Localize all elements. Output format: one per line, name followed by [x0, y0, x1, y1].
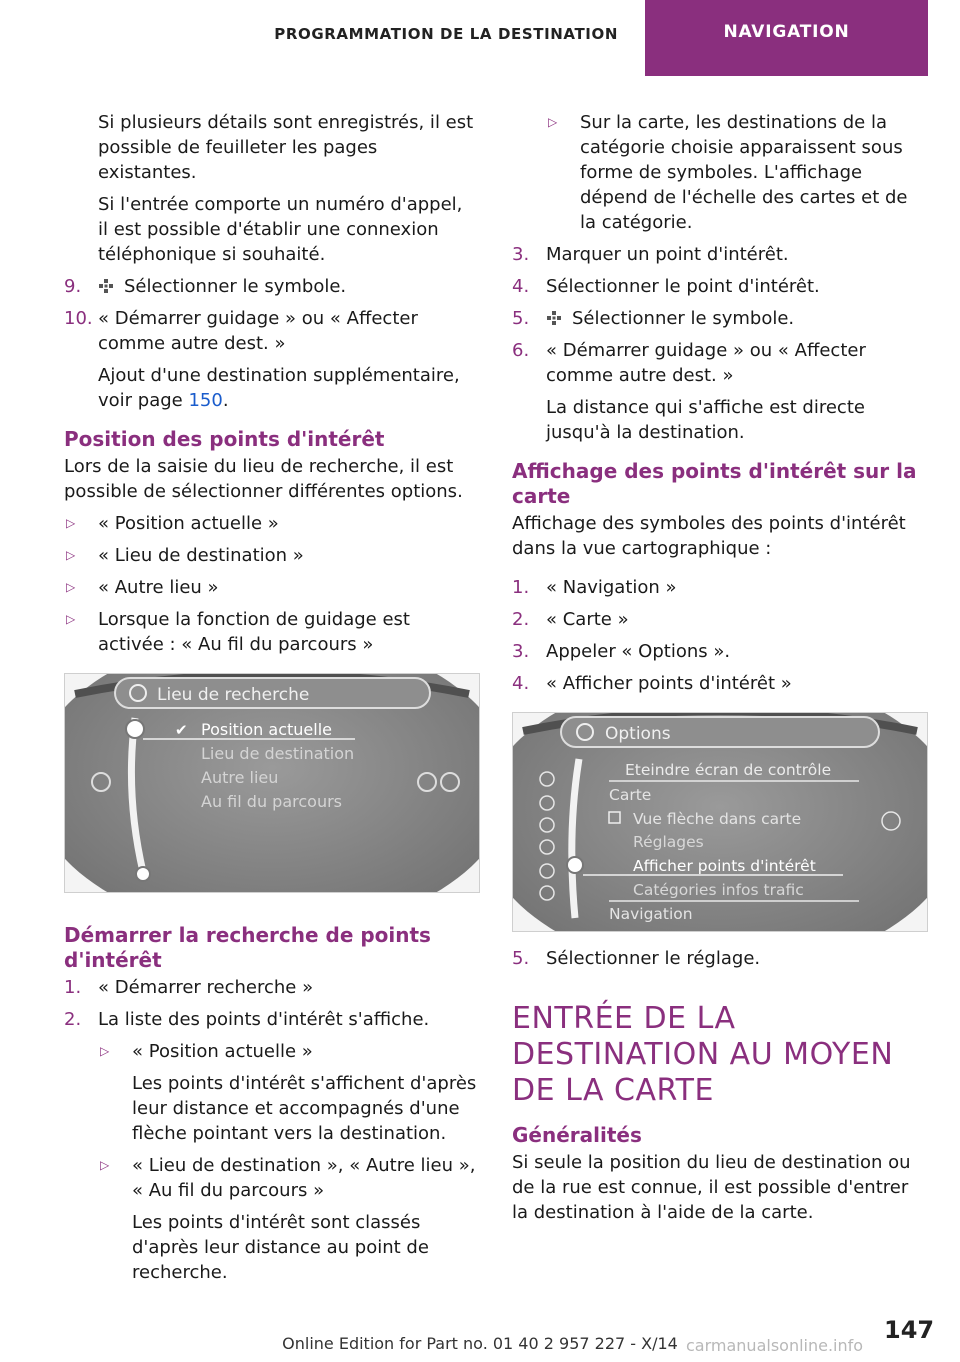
- screen-title: Lieu de recherche: [157, 685, 310, 705]
- heading-start-search: Démarrer la recherche de points d'intérêt: [64, 923, 431, 972]
- options-symbol-icon: [546, 310, 562, 326]
- footer-edition: Online Edition for Part no. 01 40 2 957 227 - X/14: [282, 1334, 678, 1353]
- page-number: 147: [884, 1316, 935, 1344]
- paragraph-cross-reference: [64, 363, 478, 413]
- step-number: 10.: [64, 308, 93, 329]
- screen-item: Réglages: [633, 833, 704, 851]
- screen-item: Eteindre écran de contrôle: [625, 761, 832, 779]
- step-b4: [512, 671, 926, 696]
- step-number: 1.: [512, 577, 530, 598]
- paragraph: Si l'entrée comporte un numéro d'appel, il est possible d'établir une connexion téléphonique si souhaité.: [98, 194, 463, 265]
- step-text: « Démarrer guidage » ou « Affecter comme autre dest. »: [98, 308, 418, 354]
- step-5: [512, 306, 926, 331]
- left-column: [64, 110, 478, 1292]
- bullet-triangle-icon: ▷: [548, 115, 558, 129]
- chapter-tab: [645, 0, 928, 76]
- screen-item-selected: Position actuelle: [201, 720, 332, 739]
- step-number: 3.: [512, 244, 530, 265]
- step-text: Marquer un point d'intérêt.: [546, 244, 789, 265]
- heading-display-poi: Affichage des points d'intérêt sur la carte: [512, 459, 917, 508]
- paragraph: Si plusieurs détails sont enregistrés, il est possible de feuilleter les pages existantes.: [98, 112, 474, 183]
- idrive-screen-options: [513, 713, 927, 931]
- step-9: [64, 274, 478, 299]
- svg-text:✔: ✔: [175, 721, 188, 739]
- watermark: carmanualsonline.info: [686, 1336, 864, 1355]
- step-text: Sélectionner le symbole.: [124, 276, 347, 297]
- bullet-text: « Lieu de destination », « Autre lieu », « Au fil du parcours »: [132, 1155, 476, 1201]
- step-text: Sélectionner le point d'intérêt.: [546, 276, 820, 297]
- step-10: [64, 306, 478, 356]
- screen-item: Au fil du parcours: [201, 792, 342, 811]
- paragraph: Lors de la saisie du lieu de recherche, il est possible de sélectionner différentes options.: [64, 456, 463, 502]
- step-number: 4.: [512, 276, 530, 297]
- paragraph: Si seule la position du lieu de destination ou de la rue est connue, il est possible d'entrer la destination à l'aide de la carte.: [512, 1152, 911, 1223]
- bullet-text: « Lieu de destination »: [98, 545, 304, 566]
- step-1: [64, 975, 478, 1000]
- screen-item: Autre lieu: [201, 768, 279, 787]
- screen-title: Options: [605, 724, 671, 744]
- bullet-triangle-icon: ▷: [66, 516, 76, 530]
- step-number: 6.: [512, 340, 530, 361]
- chapter-tab-label: NAVIGATION: [723, 22, 850, 42]
- step-text: Appeler « Options ».: [546, 641, 731, 662]
- step-text: « Carte »: [546, 609, 629, 630]
- bullet-triangle-icon: ▷: [66, 580, 76, 594]
- step-text: Sélectionner le symbole.: [572, 308, 795, 329]
- right-column: [512, 110, 926, 1232]
- bullet-triangle-icon: ▷: [100, 1158, 110, 1172]
- step-number: 5.: [512, 948, 530, 969]
- heading-position: Position des points d'intérêt: [64, 427, 385, 451]
- step-4: [512, 274, 926, 299]
- bullet-item: [512, 110, 926, 235]
- paragraph-end: .: [222, 390, 229, 411]
- step-6: [512, 338, 926, 388]
- step-text: « Afficher points d'intérêt »: [546, 673, 792, 694]
- step-b2: [512, 607, 926, 632]
- screen-item-selected: Afficher points d'intérêt: [633, 857, 816, 875]
- sub-bullet-item: [98, 1153, 478, 1203]
- bullet-text: « Autre lieu »: [98, 577, 219, 598]
- paragraph: La distance qui s'affiche est directe jusqu'à la destination.: [546, 397, 865, 443]
- bullet-text: Lorsque la fonction de guidage est activée : « Au fil du parcours »: [98, 609, 410, 655]
- step-text: « Démarrer recherche »: [98, 977, 314, 998]
- step-b5: [512, 946, 926, 971]
- screen-item: Vue flèche dans carte: [633, 810, 802, 828]
- bullet-item: [64, 543, 478, 568]
- bullet-text: « Position actuelle »: [132, 1041, 313, 1062]
- bullet-triangle-icon: ▷: [66, 612, 76, 626]
- step-b1: [512, 575, 926, 600]
- bullet-triangle-icon: ▷: [66, 548, 76, 562]
- sub-paragraph: Les points d'intérêt s'affichent d'après leur distance et accompagnés d'une flèche pointant vers la destination.: [132, 1073, 477, 1144]
- step-text: « Démarrer guidage » ou « Affecter comme autre dest. »: [546, 340, 866, 386]
- step-text: Sélectionner le réglage.: [546, 948, 761, 969]
- sub-paragraph: Les points d'intérêt sont classés d'après leur distance au point de recherche.: [132, 1212, 429, 1283]
- step-b3: [512, 639, 926, 664]
- sub-bullet-item: [98, 1039, 478, 1064]
- bullet-text: Sur la carte, les destinations de la catégorie choisie apparaissent sous forme de symboles. L'affichage dépend de l'échelle des cartes et de la catégorie.: [580, 112, 908, 233]
- screen-item: Lieu de destination: [201, 744, 355, 763]
- screen-item: Catégories infos trafic: [633, 881, 804, 899]
- step-2: [64, 1007, 478, 1032]
- step-number: 5.: [512, 308, 530, 329]
- step-3: [512, 242, 926, 267]
- screenshot-options: [512, 712, 928, 932]
- bullet-item: [64, 511, 478, 536]
- paragraph-text: Ajout d'une destination supplémentaire, voir page: [98, 365, 460, 411]
- paragraph: Affichage des symboles des points d'intérêt dans la vue cartographique :: [512, 513, 906, 559]
- step-text: La liste des points d'intérêt s'affiche.: [98, 1009, 430, 1030]
- screenshot-search-location: [64, 673, 480, 893]
- bullet-item: [64, 607, 478, 657]
- step-text: « Navigation »: [546, 577, 677, 598]
- step-number: 4.: [512, 673, 530, 694]
- screen-item: Navigation: [609, 905, 693, 923]
- step-number: 2.: [512, 609, 530, 630]
- idrive-screen-search: [65, 674, 479, 892]
- heading-general: Généralités: [512, 1123, 642, 1147]
- bullet-triangle-icon: ▷: [100, 1044, 110, 1058]
- step-number: 1.: [64, 977, 82, 998]
- screen-item: Carte: [609, 786, 652, 804]
- options-symbol-icon: [98, 278, 114, 294]
- step-number: 9.: [64, 276, 82, 297]
- heading-map-entry: ENTRÉE DE LA DESTINATION AU MOYEN DE LA CARTE: [512, 1001, 894, 1108]
- step-number: 2.: [64, 1009, 82, 1030]
- page-link[interactable]: 150: [188, 390, 223, 411]
- bullet-text: « Position actuelle »: [98, 513, 279, 534]
- running-header-section: PROGRAMMATION DE LA DESTINATION: [274, 25, 618, 43]
- step-number: 3.: [512, 641, 530, 662]
- bullet-item: [64, 575, 478, 600]
